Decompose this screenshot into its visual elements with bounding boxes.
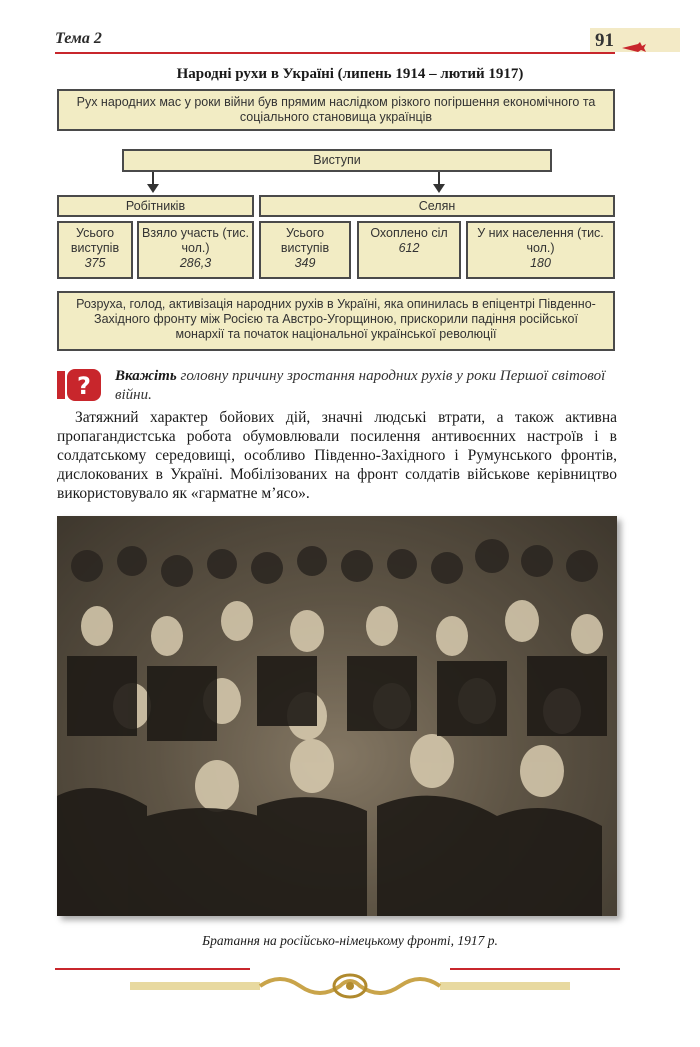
soldiers-crowd-illustration (57, 516, 617, 916)
sword-icon (620, 38, 648, 56)
workers-participants-box (137, 221, 254, 279)
footer-rule-right (450, 968, 620, 970)
scheme-main-box (122, 149, 552, 172)
historical-photo (57, 516, 617, 916)
arrow-peasants-head (433, 184, 445, 193)
peasants-villages-label: Охоплено сіл (370, 226, 448, 240)
workers-box (57, 195, 254, 217)
workers-participants-value: 286,3 (179, 256, 212, 270)
question-body: головну причину зростання народних рухів у роки Першої світової війни. (115, 368, 606, 403)
peasants-population-box (466, 221, 615, 279)
peasants-total-box (259, 221, 351, 279)
svg-text:?: ? (77, 372, 91, 400)
page-number: 91 (595, 30, 614, 51)
peasants-population-label: У них населення (тис. чол.) (477, 226, 604, 255)
peasants-label: Селян (418, 199, 456, 213)
peasants-population-value: 180 (530, 256, 551, 270)
workers-total-value: 375 (84, 256, 106, 270)
scheme-main-label: Виступи (313, 153, 361, 167)
scheme-conclusion-text: Розруха, голод, активізація народних рухів в Україні, яка опинилась в епіцентрі Південно-Західного фронту між Росією та Австро-Угорщиною, прискорили падіння російської монархії та початок національної української революції (76, 297, 596, 341)
ornament-icon (130, 972, 570, 1000)
photo-caption: Братання на російсько-німецькому фронті, 1917 р. (202, 933, 498, 948)
peasants-villages-value: 612 (398, 241, 420, 255)
arrow-workers-head (147, 184, 159, 193)
workers-label: Робітників (125, 199, 186, 213)
peasants-villages-box (357, 221, 461, 279)
workers-total-box (57, 221, 133, 279)
body-paragraph: Затяжний характер бойових дій, значні людські втрати, а також активна пропагандистська робота обумовлювали посилення антивоєнних настроїв і в солдатському середовищі, особливо Південно-Західного і Румунського фронтів, дислокованих в Україні. Мобілізованих на фронт солдатів військове керівництво використовувало як «гарматне м’ясо». (57, 409, 617, 502)
scheme-intro-box (57, 89, 615, 131)
scheme-title: Народні рухи в Україні (липень 1914 – лютий 1917) (176, 66, 524, 82)
peasants-box (259, 195, 615, 217)
workers-total-label: Усього виступів (70, 226, 120, 255)
question-text (115, 367, 615, 405)
footer-rule-left (55, 968, 250, 970)
question-keyword: Вкажіть (115, 368, 177, 384)
question-icon (57, 369, 107, 401)
page-header (55, 30, 645, 52)
workers-participants-label: Взяло участь (тис. чол.) (142, 226, 249, 255)
header-rule (55, 52, 615, 54)
peasants-total-label: Усього виступів (280, 226, 330, 255)
scheme-intro-text: Рух народних мас у роки війни був прямим наслідком різкого погіршення економічного та соціального становища українців (76, 95, 596, 124)
scheme-conclusion-box (57, 291, 615, 351)
topic-label: Тема 2 (55, 30, 102, 47)
peasants-total-value: 349 (294, 256, 316, 270)
